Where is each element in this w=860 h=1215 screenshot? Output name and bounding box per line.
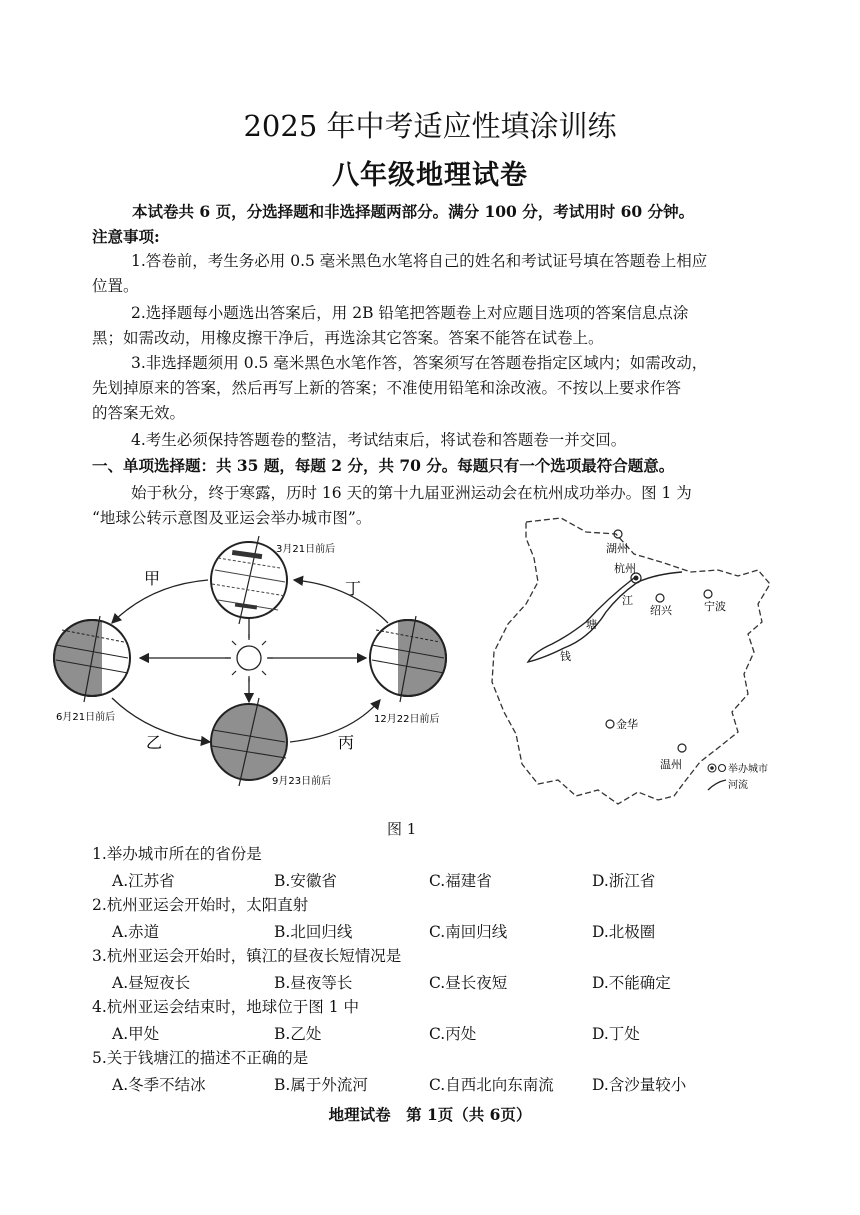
question-5-option-c[interactable]: C.自西北向东南流 <box>429 1076 554 1094</box>
pos-jia-label: 甲 <box>144 569 161 588</box>
question-2-option-a[interactable]: A.赤道 <box>112 923 160 941</box>
question-2-option-b[interactable]: B.北回归线 <box>274 923 353 941</box>
question-4-option-c[interactable]: C.丙处 <box>429 1025 477 1043</box>
question-1-stem: 1.举办城市所在的省份是 <box>92 845 262 863</box>
note-3-line-3: 的答案无效。 <box>92 404 186 422</box>
intro-text: 本试卷共 6 页，分选择题和非选择题两部分。满分 100 分，考试用时 60 分钟。 <box>132 202 695 221</box>
question-1-option-d[interactable]: D.浙江省 <box>592 872 656 890</box>
city-ningbo-label: 宁波 <box>704 600 726 613</box>
orbit-arc-top-right <box>294 580 388 623</box>
host-city-map <box>486 512 786 812</box>
question-5-option-d[interactable]: D.含沙量较小 <box>592 1076 687 1094</box>
pos-yi-label: 乙 <box>146 733 163 752</box>
river-label-tang: 塘 <box>586 618 597 631</box>
city-hangzhou-dot <box>634 576 639 581</box>
note-1-line-2: 位置。 <box>92 277 139 295</box>
question-3-stem: 3.杭州亚运会开始时，镇江的昼夜长短情况是 <box>92 947 402 965</box>
question-4-option-d[interactable]: D.丁处 <box>592 1025 640 1043</box>
date-march-label: 3月21日前后 <box>276 544 336 555</box>
figure-caption: 图 1 <box>387 820 417 838</box>
note-4: 4.考生必须保持答题卷的整洁，考试结束后，将试卷和答题卷一并交回。 <box>131 431 627 449</box>
note-2-line-2: 黑；如需改动，用橡皮擦干净后，再选涂其它答案。答案不能答在试卷上。 <box>92 329 604 347</box>
question-3-option-d[interactable]: D.不能确定 <box>592 974 671 992</box>
city-jinhua-marker <box>606 720 614 728</box>
legend-river-label: 河流 <box>728 780 748 791</box>
question-2-option-c[interactable]: C.南回归线 <box>429 923 508 941</box>
question-3-option-c[interactable]: C.昼长夜短 <box>429 974 508 992</box>
earth-september <box>211 698 287 786</box>
question-4-stem: 4.杭州亚运会结束时，地球位于图 1 中 <box>92 998 360 1016</box>
date-december-label: 12月22日前后 <box>374 714 440 725</box>
sun-icon <box>225 634 273 682</box>
question-1-option-c[interactable]: C.福建省 <box>429 872 492 890</box>
question-1-option-a[interactable]: A.江苏省 <box>112 872 175 890</box>
note-3-line-2: 先划掉原来的答案，然后再写上新的答案；不准使用铅笔和涂改液。不按以上要求作答 <box>92 379 682 397</box>
date-june-label: 6月21日前后 <box>56 712 116 723</box>
exam-title: 2025 年中考适应性填涂训练 <box>243 109 617 143</box>
city-shaoxing-label: 绍兴 <box>650 604 672 617</box>
city-wenzhou-label: 温州 <box>660 758 682 771</box>
exam-subtitle: 八年级地理试卷 <box>332 160 528 191</box>
city-hangzhou-label: 杭州 <box>614 562 636 575</box>
question-2-option-d[interactable]: D.北极圈 <box>592 923 656 941</box>
note-1-line-1: 1.答卷前，考生务必用 0.5 毫米黑色水笔将自己的姓名和考试证号填在答题卷上相应 <box>131 252 708 270</box>
city-ningbo-marker <box>704 590 712 598</box>
city-huzhou-label: 湖州 <box>606 542 628 555</box>
notes-heading: 注意事项: <box>92 227 160 246</box>
section-1-lead-line-1: 始于秋分，终于寒露，历时 16 天的第十九届亚洲运动会在杭州成功举办。图 1 为 <box>131 484 692 502</box>
earth-december <box>369 616 446 702</box>
section-1-lead-line-2: “地球公转示意图及亚运会举办城市图”。 <box>92 509 372 527</box>
question-3-option-b[interactable]: B.昼夜等长 <box>274 974 353 992</box>
question-5-option-a[interactable]: A.冬季不结冰 <box>112 1076 206 1094</box>
orbit-arc-bottom-right <box>290 700 380 742</box>
river-label-qian: 钱 <box>560 650 571 663</box>
note-3-line-1: 3.非选择题须用 0.5 毫米黑色水笔作答，答案须写在答题卷指定区域内；如需改动， <box>131 354 708 372</box>
question-5-option-b[interactable]: B.属于外流河 <box>274 1076 368 1094</box>
map-legend <box>708 762 768 791</box>
city-jinhua-label: 金华 <box>616 718 638 731</box>
date-september-label: 9月23日前后 <box>272 776 332 787</box>
river-label-jiang: 江 <box>622 594 633 607</box>
question-3-option-a[interactable]: A.昼短夜长 <box>112 974 191 992</box>
note-2-line-1: 2.选择题每小题选出答案后，用 2B 铅笔把答题卷上对应题目选项的答案信息点涂 <box>131 304 689 322</box>
earth-orbit-diagram <box>40 530 460 800</box>
city-shaoxing-marker <box>656 594 664 602</box>
section-1-heading: 一、单项选择题：共 35 题，每题 2 分，共 70 分。每题只有一个选项最符合题意。 <box>92 456 675 475</box>
page-footer: 地理试卷 第 1页（共 6页） <box>328 1105 532 1124</box>
city-wenzhou-marker <box>678 744 686 752</box>
question-4-option-a[interactable]: A.甲处 <box>112 1025 160 1043</box>
pos-ding-label: 丁 <box>345 579 362 598</box>
qiantang-river <box>528 572 682 662</box>
question-2-stem: 2.杭州亚运会开始时，太阳直射 <box>92 896 309 914</box>
earth-june <box>54 616 131 702</box>
pos-bing-label: 丙 <box>338 733 355 752</box>
question-4-option-b[interactable]: B.乙处 <box>274 1025 322 1043</box>
question-1-option-b[interactable]: B.安徽省 <box>274 872 337 890</box>
question-5-stem: 5.关于钱塘江的描述不正确的是 <box>92 1049 309 1067</box>
legend-city-label: 举办城市 <box>728 764 768 775</box>
